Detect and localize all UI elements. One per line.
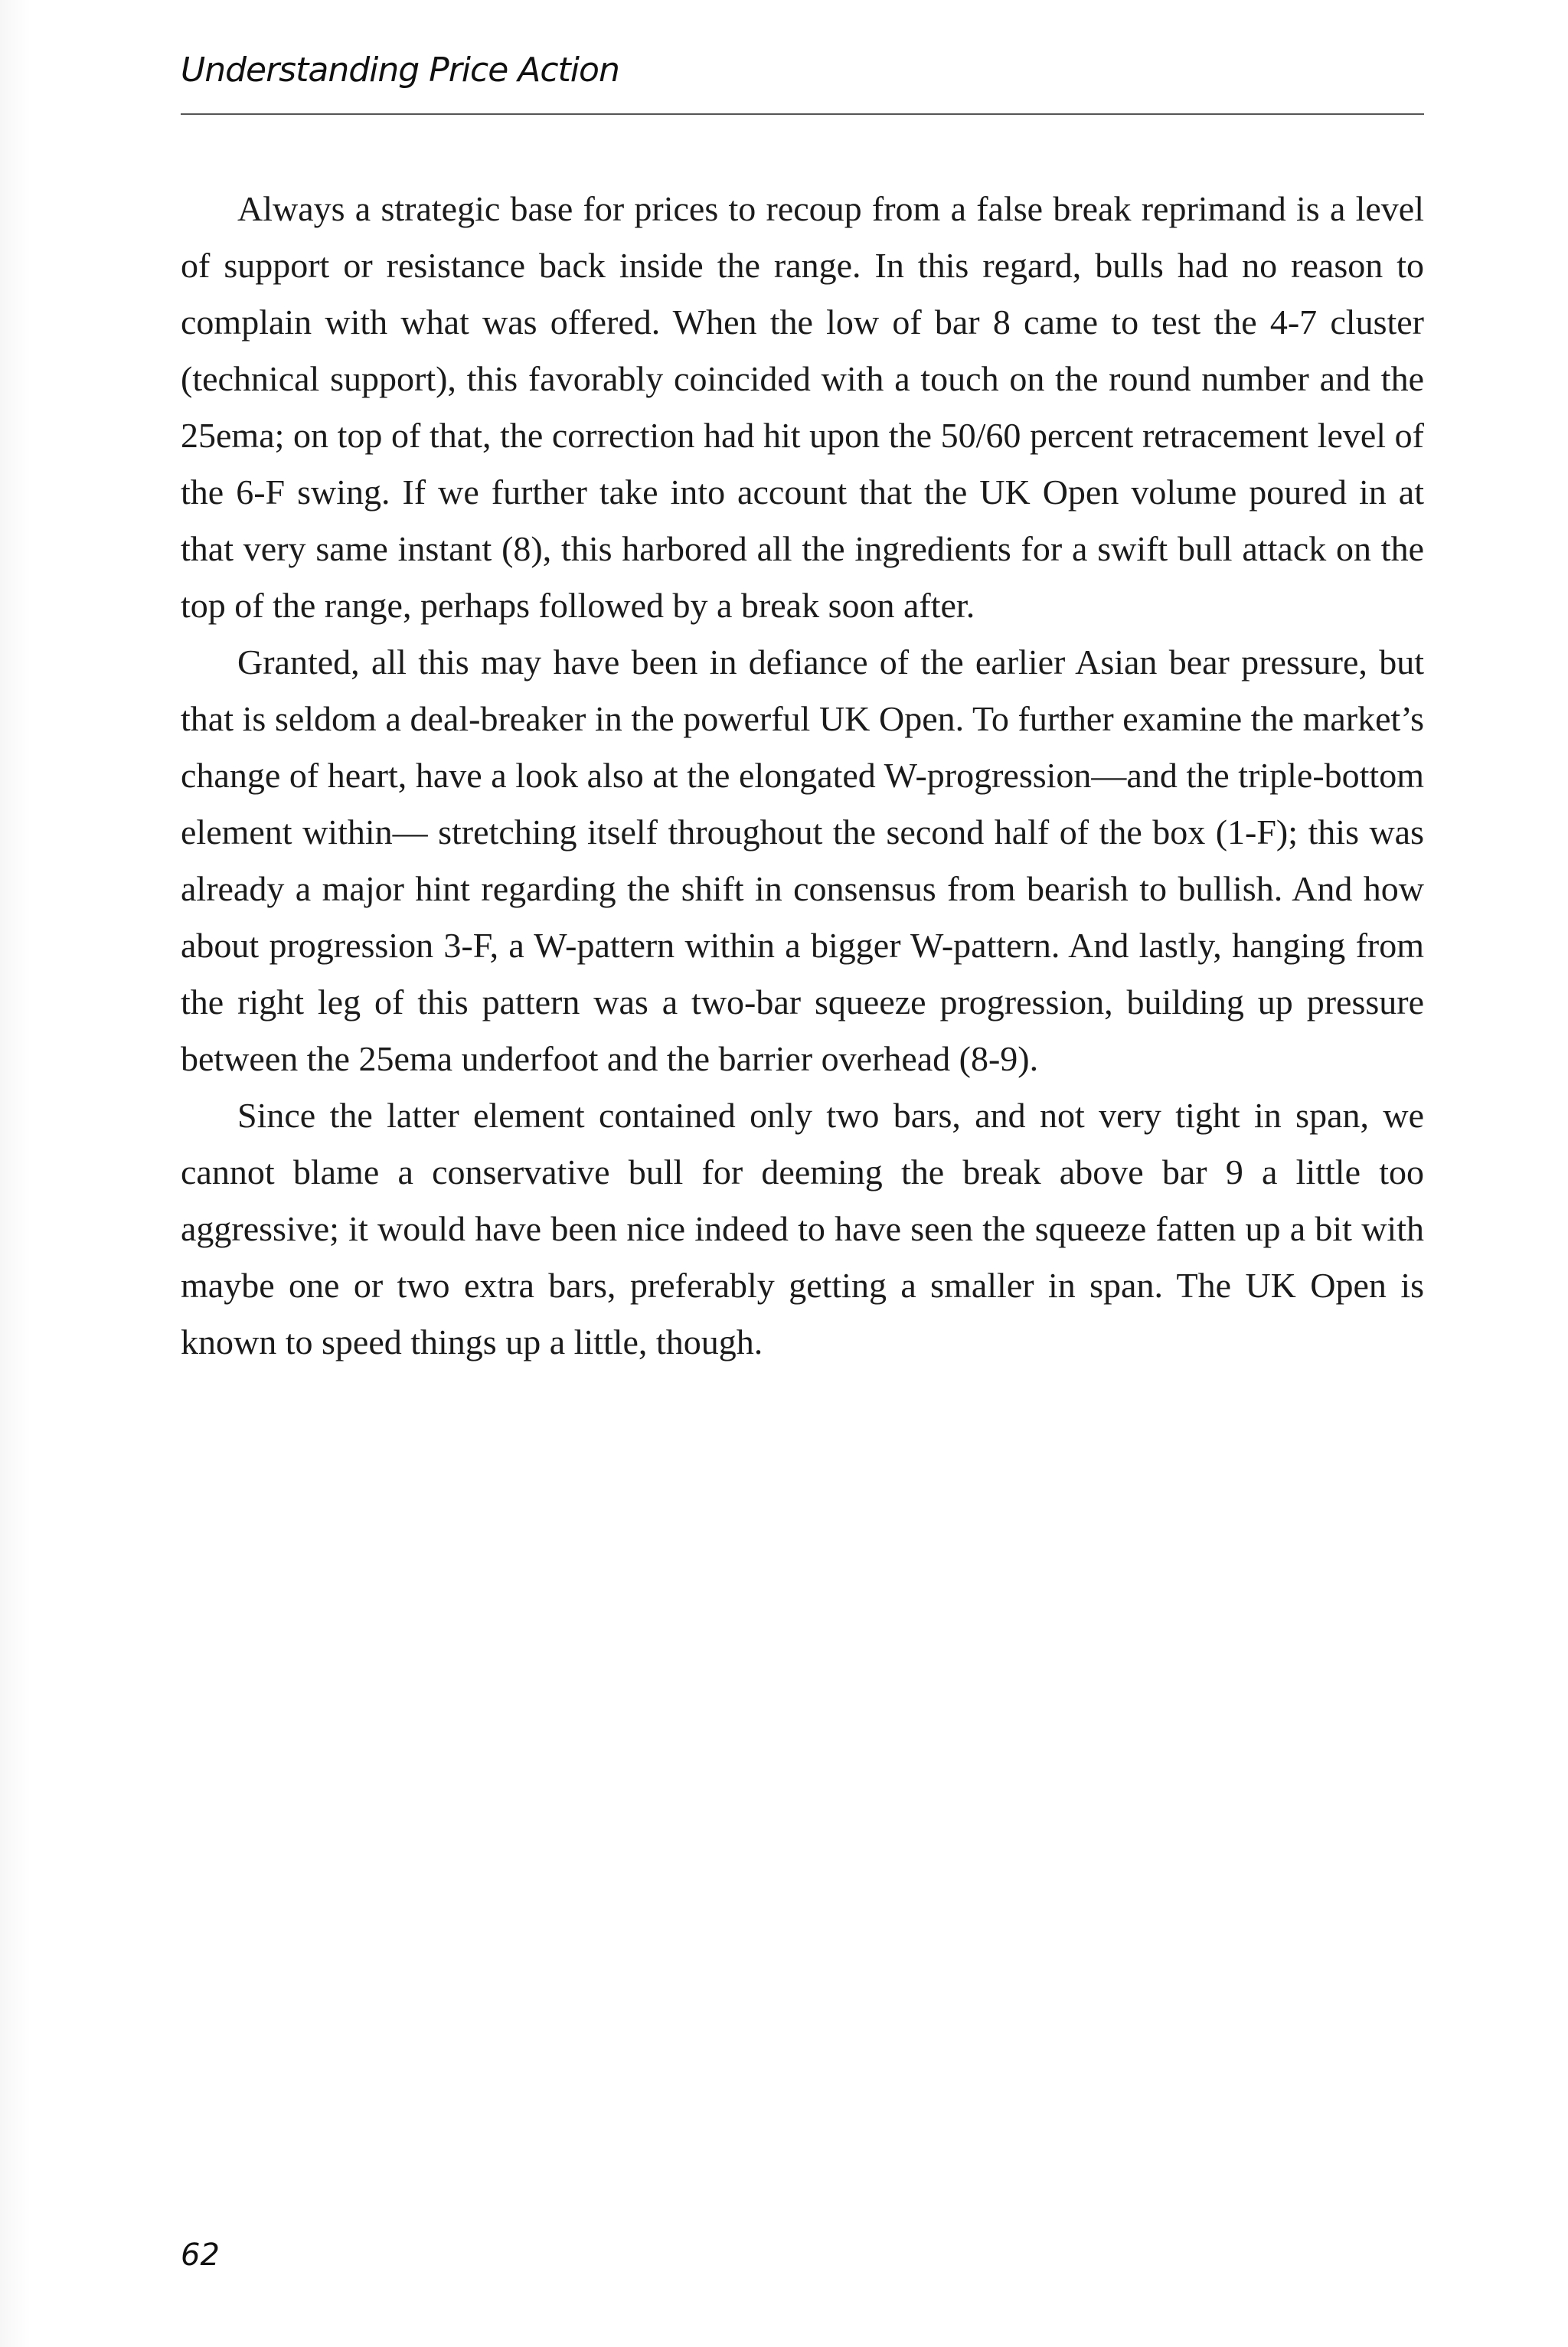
- paragraph-3: Since the latter element contained only two bars, and not very tight in span, we cannot blame a conservative bull for deeming the break above bar 9 a little too aggressive; it would have been nice indeed to have seen the squeeze fatten up a bit with maybe one or two extra bars, preferably getting a smaller in span. The UK Open is known to speed things up a little, though.: [181, 1096, 1424, 1361]
- paragraph-2: Granted, all this may have been in defiance of the earlier Asian bear pressure, but that is seldom a deal-breaker in the powerful UK Open. To further examine the market’s change of heart, have a look also at the elongated W-progression—and the triple-bottom element within— stretching itself throughout the second half of the box (1-F); this was already a major hint regarding the shift in consensus from bearish to bullish. And how about progression 3-F, a W-pattern within a bigger W-pattern. And lastly, hanging from the right leg of this pattern was a two-bar squeeze progression, building up pressure between the 25ema underfoot and the barrier overhead (8-9).: [181, 642, 1424, 1078]
- header-divider: [181, 113, 1424, 115]
- paragraph-1: Always a strategic base for prices to recoup from a false break reprimand is a level of support or resistance back inside the range. In this regard, bulls had no reason to complain with what was offered. When the low of bar 8 came to test the 4-7 cluster (technical support), this favorably coincided with a touch on the round number and the 25ema; on top of that, the correction had hit upon the 50/60 percent retracement level of the 6-F swing. If we further take into account that the UK Open volume poured in at that very same instant (8), this harbored all the ingredients for a swift bull attack on the top of the range, perhaps followed by a break soon after.: [181, 189, 1424, 625]
- running-header: Understanding Price Action: [181, 51, 619, 90]
- page-number: 62: [181, 2237, 220, 2273]
- page-edge-shadow: [0, 0, 31, 2347]
- body-text: [181, 181, 1424, 1371]
